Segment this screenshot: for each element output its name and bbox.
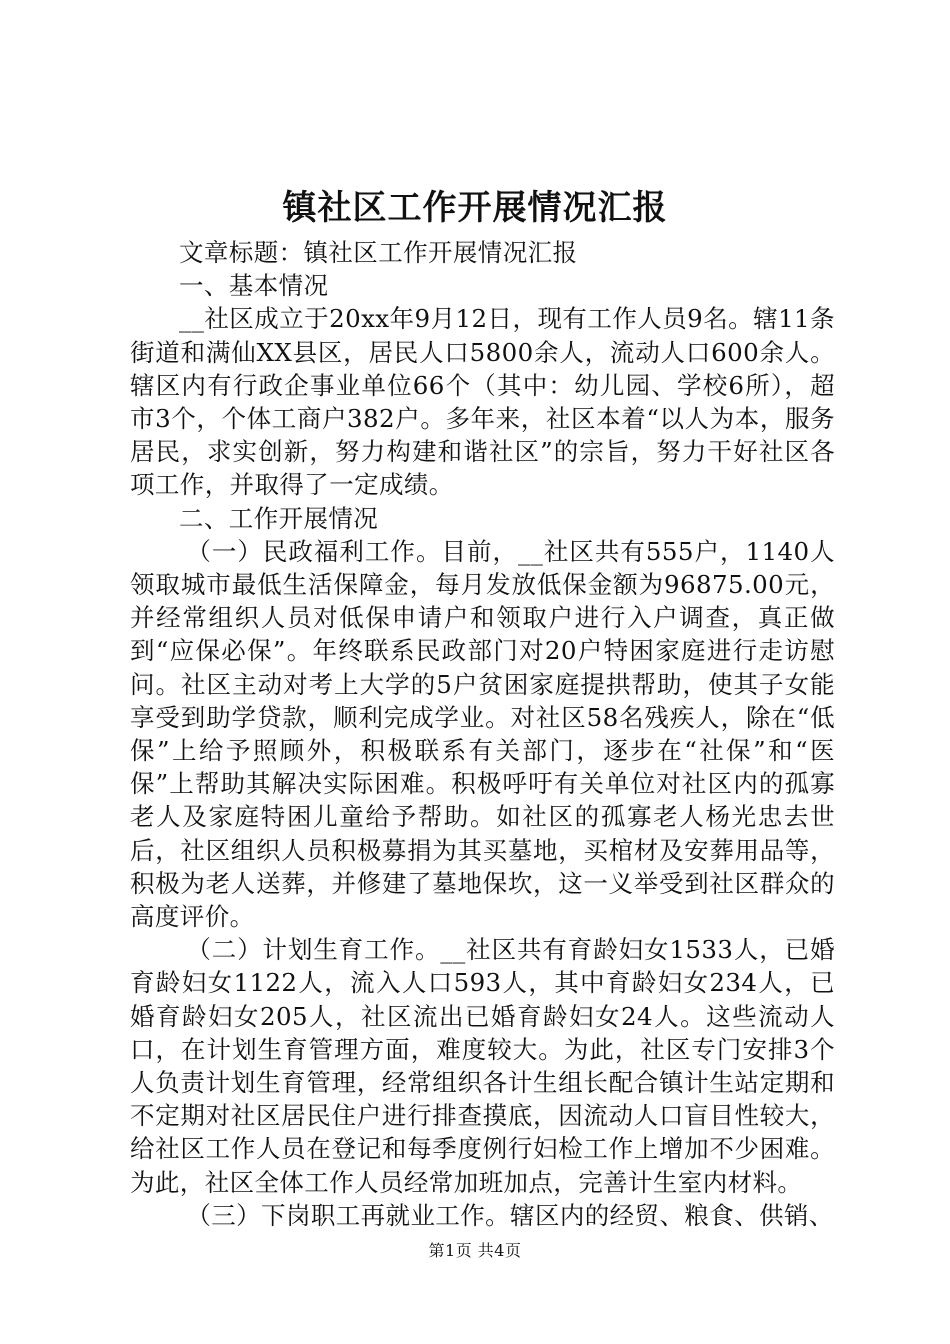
document-body: [130, 236, 835, 1232]
page-footer: 第1页 共4页: [428, 1241, 522, 1260]
paragraph-reemployment: （三）下岗职工再就业工作。辖区内的经贸、粮食、供销、: [186, 1200, 834, 1230]
paragraph-family-planning: （二）计划生育工作。__社区共有育龄妇女1533人，已婚育龄妇女1122人，流入人口593人，其中育龄妇女234人，已婚育龄妇女205人，社区流出已婚育龄妇女24人。这些流动人口，在计划生育管理方面，难度较大。为此，社区专门安排3个人负责计划生育管理，经常组织各计生组长配合镇计生站定期和不定期对社区居民住户进行排查摸底，因流动人口盲目性较大，给社区工作人员在登记和每季度例行妇检工作上增加不少困难。为此，社区全体工作人员经常加班加点，完善计生室内材料。: [130, 935, 835, 1197]
paragraph-basic-info: __社区成立于20xx年9月12日，现有工作人员9名。辖11条街道和满仙XX县区，居民人口5800余人，流动人口600余人。辖区内有行政企事业单位66个（其中：幼儿园、学校6所），超市3个，个体工商户382户。多年来，社区本着“以人为本，服务居民，求实创新，努力构建和谐社区”的宗旨，努力干好社区各项工作，并取得了一定成绩。: [130, 304, 835, 500]
section-heading-work: 二、工作开展情况: [179, 503, 379, 533]
document-title: 镇社区工作开展情况汇报: [282, 188, 668, 228]
section-heading-basic: 一、基本情况: [179, 271, 329, 301]
paragraph-civil-welfare: （一）民政福利工作。目前，__社区共有555户，1140人领取城市最低生活保障金，每月发放低保金额为96875.00元，并经常组织人员对低保申请户和领取户进行入户调查，真正做到“应保必保”。年终联系民政部门对20户特困家庭进行走访慰问。社区主动对考上大学的5户贫困家庭提拱帮助，使其子女能享受到助学贷款，顺利完成学业。对社区58名残疾人，除在“低保”上给予照顾外，积极联系有关部门，逐步在“社保”和“医保”上帮助其解决实际困难。积极呼吁有关单位对社区内的孤寡老人及家庭特困儿童给予帮助。如社区的孤寡老人杨光忠去世后，社区组织人员积极募捐为其买墓地，买棺材及安葬用品等，积极为老人送葬，并修建了墓地保坎，这一义举受到社区群众的高度评价。: [130, 536, 835, 932]
article-title-line: 文章标题：镇社区工作开展情况汇报: [179, 238, 578, 267]
